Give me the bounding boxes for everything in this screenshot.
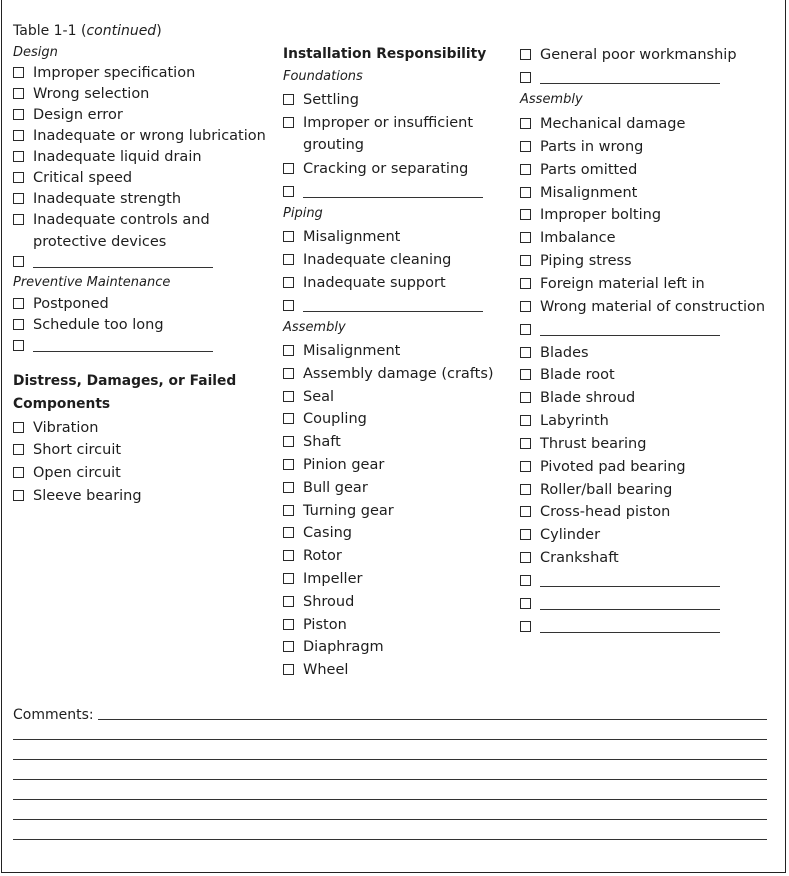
checklist-item[interactable] [520, 136, 643, 158]
checkbox[interactable] [283, 231, 294, 242]
checklist-item-label: Inadequate strength [33, 191, 182, 207]
checkbox[interactable] [283, 368, 294, 379]
checklist-item-label: Thrust bearing [540, 435, 647, 452]
checklist-item-label: Piston [303, 616, 347, 633]
checkbox[interactable] [283, 391, 294, 402]
checkbox[interactable] [283, 482, 294, 493]
blank-fill-line[interactable] [540, 618, 720, 633]
checkbox[interactable] [283, 300, 294, 311]
checkbox[interactable] [520, 438, 531, 449]
checkbox[interactable] [520, 141, 531, 152]
checklist-item-label: Blades [540, 344, 589, 361]
checklist-item-label: Design error [33, 107, 123, 123]
checkbox[interactable] [283, 596, 294, 607]
checklist-item[interactable] [283, 408, 367, 430]
checklist-item-label: Misalignment [303, 343, 401, 359]
checklist-item-label: Schedule too long [33, 317, 164, 333]
checklist-item[interactable] [520, 547, 619, 569]
blank-fill-line[interactable] [33, 337, 213, 352]
checkbox[interactable] [283, 527, 294, 538]
checkbox[interactable] [283, 550, 294, 561]
checklist-item[interactable] [520, 387, 635, 409]
checklist-item[interactable] [283, 522, 352, 544]
checkbox[interactable] [520, 575, 531, 586]
comment-line[interactable] [13, 839, 767, 840]
checklist-item-label: Misalignment [303, 229, 401, 245]
checkbox[interactable] [13, 151, 24, 162]
checklist-item-label: Sleeve bearing [33, 488, 142, 504]
checklist-item-label: Pivoted pad bearing [540, 458, 686, 475]
checkbox[interactable] [283, 186, 294, 197]
checklist-item[interactable] [520, 296, 765, 318]
comment-line[interactable] [13, 799, 767, 800]
checklist-item[interactable] [520, 159, 637, 181]
checkbox[interactable] [283, 277, 294, 288]
comment-line[interactable] [13, 739, 767, 740]
comment-line[interactable] [13, 819, 767, 820]
checklist-item-label: General poor workmanship [540, 47, 737, 63]
checklist-item-label: Wrong selection [33, 86, 150, 102]
checkbox[interactable] [520, 278, 531, 289]
checklist-item-label: Cylinder [540, 527, 601, 544]
foundations-heading: Foundations [283, 69, 363, 84]
checkbox[interactable] [13, 214, 24, 225]
checklist-item[interactable] [520, 319, 720, 341]
checklist-item-label: Turning gear [303, 502, 394, 519]
checklist-item-label: Improper bolting [540, 207, 662, 224]
checklist-item[interactable] [283, 431, 341, 453]
checkbox[interactable] [520, 552, 531, 563]
checklist-item[interactable] [520, 44, 737, 66]
checkbox[interactable] [283, 94, 294, 105]
checkbox[interactable] [520, 118, 531, 129]
checklist-item-label: Wrong material of construction [540, 298, 766, 315]
checklist-item[interactable] [520, 433, 646, 455]
checklist-item[interactable] [520, 410, 609, 432]
checkbox[interactable] [283, 117, 294, 128]
checklist-item[interactable] [283, 272, 446, 294]
checklist-item-label: Impeller [303, 571, 363, 587]
checklist-item-label: Inadequate or wrong lubrication [33, 128, 266, 144]
checklist-item[interactable] [520, 524, 600, 546]
checklist-item[interactable] [13, 417, 98, 439]
checkbox[interactable] [520, 324, 531, 335]
checklist-item-label: Open circuit [33, 465, 121, 481]
checklist-item[interactable] [13, 439, 121, 461]
checklist-item-label: Assembly damage (crafts) [303, 365, 494, 382]
checklist-item[interactable] [283, 545, 342, 567]
blank-fill-line[interactable] [540, 572, 720, 587]
checklist-item-label: Imbalance [540, 230, 616, 247]
checklist-item[interactable] [283, 158, 468, 180]
checklist-item-label: Shroud [303, 593, 355, 610]
checklist-item[interactable] [520, 616, 720, 638]
assembly-heading-col2: Assembly [283, 320, 346, 335]
checklist-item[interactable] [520, 593, 720, 615]
distress-heading-line1: Distress, Damages, or Failed [13, 373, 237, 389]
checklist-item[interactable] [520, 570, 720, 592]
checklist-item-label: Shaft [303, 434, 341, 451]
checklist-item[interactable] [283, 226, 400, 248]
checkbox[interactable] [13, 193, 24, 204]
checkbox[interactable] [520, 232, 531, 243]
checkbox[interactable] [283, 163, 294, 174]
checkbox[interactable] [13, 444, 24, 455]
checklist-item-label: Improper specification [33, 65, 196, 81]
checklist-item-label: Critical speed [33, 170, 133, 186]
installation-heading: Installation Responsibility [283, 46, 487, 62]
checklist-item-label: Blade shroud [540, 390, 636, 407]
checklist-item[interactable] [283, 181, 483, 203]
checkbox[interactable] [283, 436, 294, 447]
checklist-item-label: Bull gear [303, 479, 368, 496]
checkbox[interactable] [520, 49, 531, 60]
checklist-item[interactable] [520, 364, 615, 386]
checkbox[interactable] [283, 619, 294, 630]
checklist-item-label: Piping stress [540, 253, 632, 270]
checklist-item-label: Mechanical damage [540, 116, 686, 132]
checkbox[interactable] [520, 255, 531, 266]
checklist-item[interactable] [283, 249, 451, 271]
table-caption: Table 1-1 (continued) [13, 23, 162, 39]
checklist-item[interactable] [520, 342, 589, 364]
checklist-item-label: Labyrinth [540, 413, 609, 430]
checklist-item-label: Roller/ball bearing [540, 481, 673, 498]
checklist-item[interactable] [520, 204, 661, 226]
blank-fill-line[interactable] [303, 183, 483, 198]
blank-fill-line[interactable] [303, 297, 483, 312]
checkbox[interactable] [283, 641, 294, 652]
checkbox[interactable] [13, 130, 24, 141]
design-heading: Design [13, 45, 58, 60]
checklist-item-label: Postponed [33, 296, 109, 312]
checklist-item-label: Pinion gear [303, 457, 385, 473]
checklist-item-label: Short circuit [33, 442, 122, 458]
checklist-item-label: Diaphragm [303, 639, 384, 656]
checklist-item-label: Settling [303, 92, 359, 108]
checkbox[interactable] [520, 392, 531, 403]
checklist-item[interactable] [283, 386, 334, 408]
checkbox[interactable] [520, 461, 531, 472]
checkbox[interactable] [13, 256, 24, 267]
checklist-item[interactable] [283, 295, 483, 317]
assembly-heading-col3: Assembly [520, 92, 583, 107]
checklist-item-label: Seal [303, 388, 335, 405]
checkbox[interactable] [520, 72, 531, 83]
checkbox[interactable] [283, 573, 294, 584]
checklist-item[interactable] [13, 335, 213, 357]
checklist-item[interactable] [283, 89, 359, 111]
comment-line[interactable] [13, 759, 767, 760]
checkbox[interactable] [520, 347, 531, 358]
checklist-item[interactable] [13, 314, 164, 336]
checklist-item-label: Vibration [33, 420, 99, 436]
checklist-item[interactable] [520, 227, 616, 249]
checklist-item-label: Inadequate cleaning [303, 252, 452, 268]
comment-line[interactable] [13, 719, 767, 720]
checklist-item[interactable] [283, 614, 347, 636]
checkbox[interactable] [13, 467, 24, 478]
checklist-item[interactable] [283, 500, 394, 522]
checklist-item-label: Coupling [303, 411, 367, 428]
distress-heading-line2: Components [13, 396, 111, 412]
blank-fill-line[interactable] [540, 595, 720, 610]
checklist-item-label: Rotor [303, 548, 342, 565]
checklist-item[interactable] [13, 83, 149, 105]
preventive-maintenance-heading: Preventive Maintenance [13, 275, 171, 290]
checkbox[interactable] [520, 506, 531, 517]
comments-label: Comments: [13, 705, 98, 725]
comment-line[interactable] [13, 779, 767, 780]
checkbox[interactable] [520, 621, 531, 632]
checklist-item[interactable] [283, 112, 493, 156]
checklist-item[interactable] [520, 67, 720, 89]
checklist-item[interactable] [13, 462, 121, 484]
checklist-item[interactable] [13, 293, 109, 315]
checklist-item-label: Inadequate support [303, 275, 446, 291]
checkbox[interactable] [520, 301, 531, 312]
checklist-item[interactable] [13, 251, 213, 273]
checkbox[interactable] [13, 88, 24, 99]
checklist-item-label: Cracking or separating [303, 161, 469, 177]
checklist-item[interactable] [13, 62, 195, 84]
checklist-item[interactable] [283, 568, 362, 590]
checklist-item[interactable] [520, 501, 670, 523]
checkbox[interactable] [13, 172, 24, 183]
checklist-item-label: Improper or insufficient grouting [303, 115, 474, 153]
checklist-item-label: Crankshaft [540, 550, 619, 567]
checkbox[interactable] [283, 459, 294, 470]
checklist-item[interactable] [520, 182, 637, 204]
checklist-item-label: Foreign material left in [540, 275, 705, 292]
checkbox[interactable] [283, 345, 294, 356]
checkbox[interactable] [13, 422, 24, 433]
blank-fill-line[interactable] [33, 253, 213, 268]
checkbox[interactable] [283, 413, 294, 424]
checklist-item[interactable] [283, 340, 400, 362]
checklist-item[interactable] [520, 250, 632, 272]
checklist-item[interactable] [283, 363, 494, 385]
checklist-item[interactable] [520, 479, 672, 501]
checkbox[interactable] [283, 664, 294, 675]
checkbox[interactable] [520, 529, 531, 540]
checklist-item-label: Casing [303, 525, 352, 542]
checkbox[interactable] [520, 187, 531, 198]
checklist-item-label: Wheel [303, 662, 349, 679]
checklist-item-label: Inadequate controls and protective devices [33, 212, 210, 250]
checklist-item-label: Misalignment [540, 184, 638, 201]
checklist-item-label: Parts in wrong [540, 138, 644, 155]
checklist-item[interactable] [520, 273, 705, 295]
checkbox[interactable] [520, 598, 531, 609]
checkbox[interactable] [520, 415, 531, 426]
checklist-item[interactable] [13, 125, 266, 147]
checklist-item[interactable] [13, 167, 132, 189]
checkbox[interactable] [13, 340, 24, 351]
checklist-item[interactable] [13, 146, 202, 168]
checklist-item-label: Blade root [540, 367, 615, 384]
checkbox[interactable] [13, 490, 24, 501]
checkbox[interactable] [13, 109, 24, 120]
checklist-item[interactable] [283, 477, 368, 499]
checkbox[interactable] [13, 67, 24, 78]
checkbox[interactable] [13, 319, 24, 330]
checkbox[interactable] [283, 505, 294, 516]
blank-fill-line[interactable] [540, 321, 720, 336]
checkbox[interactable] [520, 484, 531, 495]
checklist-item-label: Inadequate liquid drain [33, 149, 202, 165]
checklist-item[interactable] [283, 636, 384, 658]
checklist-item[interactable] [13, 104, 123, 126]
blank-fill-line[interactable] [540, 69, 720, 84]
checklist-item[interactable] [13, 485, 142, 507]
checklist-item-label: Parts omitted [540, 161, 638, 178]
checklist-item[interactable] [283, 454, 384, 476]
checklist-item[interactable] [520, 113, 685, 135]
checkbox[interactable] [283, 254, 294, 265]
checkbox[interactable] [520, 209, 531, 220]
checklist-item-label: Cross-head piston [540, 504, 671, 521]
piping-heading: Piping [283, 206, 323, 221]
checkbox[interactable] [520, 369, 531, 380]
checklist-item[interactable] [283, 659, 348, 681]
checklist-item[interactable] [13, 188, 181, 210]
checklist-item[interactable] [283, 591, 354, 613]
checkbox[interactable] [520, 164, 531, 175]
checkbox[interactable] [13, 298, 24, 309]
checklist-item[interactable] [13, 209, 263, 253]
checklist-item[interactable] [520, 456, 686, 478]
